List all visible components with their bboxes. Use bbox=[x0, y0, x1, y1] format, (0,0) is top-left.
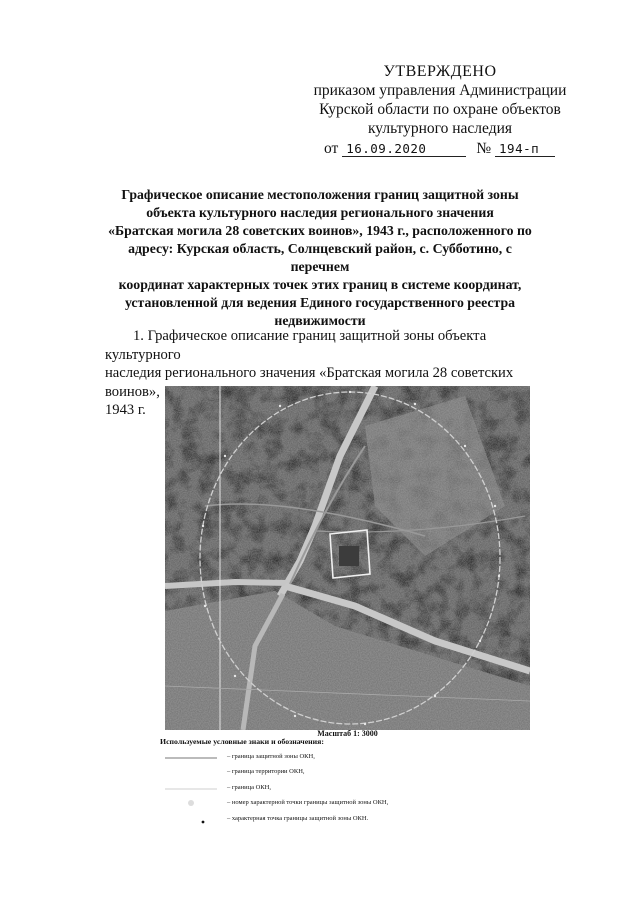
section-line-3: 1943 г. bbox=[105, 402, 146, 418]
title-line-3: «Братская могила 28 советских воинов», 1943 г., расположенного по bbox=[108, 223, 532, 238]
title-line-7: недвижимости bbox=[274, 313, 366, 328]
point-dot-icon bbox=[165, 813, 217, 825]
aerial-map bbox=[165, 386, 530, 730]
legend-item-zone-boundary: – граница защитной зоны ОКН, bbox=[165, 751, 495, 763]
dark-line-icon bbox=[165, 751, 217, 763]
approval-number: 194-п bbox=[495, 141, 555, 157]
title-line-6: установленной для ведения Единого государственного реестра bbox=[124, 295, 516, 310]
legend-item-point-number: – номер характерной точки границы защитной зоны ОКН, bbox=[165, 797, 495, 809]
approval-line-2: Курской области по охране объектов bbox=[319, 101, 561, 118]
legend-item-territory-boundary: – граница территории ОКН, bbox=[165, 766, 495, 778]
approval-date: 16.09.2020 bbox=[342, 141, 466, 157]
legend-item-okn-boundary: – граница ОКН, bbox=[165, 782, 495, 794]
number-prefix: № bbox=[476, 140, 492, 157]
point-number-icon bbox=[165, 797, 217, 809]
date-prefix: от bbox=[324, 140, 339, 157]
approval-line-1: приказом управления Администрации bbox=[313, 82, 567, 99]
section-line-2: наследия регионального значения «Братская могила 28 советских воинов», bbox=[105, 365, 514, 400]
map-scale: Масштаб 1: 3000 bbox=[317, 729, 378, 738]
approval-date-line bbox=[300, 139, 580, 158]
title-line-4: адресу: Курская область, Солнцевский район, с. Субботино, с перечнем bbox=[128, 241, 512, 274]
title-line-5: координат характерных точек этих границ в системе координат, bbox=[118, 277, 522, 292]
approval-stamp bbox=[300, 62, 580, 158]
title-line-2: объекта культурного наследия регионального значения bbox=[146, 205, 494, 220]
document-title bbox=[100, 186, 540, 330]
legend-item-point: – характерная точка границы защитной зоны ОКН. bbox=[165, 813, 495, 825]
light-line-icon bbox=[165, 782, 217, 794]
approval-line-3: культурного наследия bbox=[367, 120, 513, 137]
title-line-1: Графическое описание местоположения границ защитной зоны bbox=[121, 187, 519, 202]
approval-heading: УТВЕРЖДЕНО bbox=[383, 63, 497, 80]
blank-symbol bbox=[165, 766, 217, 778]
section-line-1: 1. Графическое описание границ защитной зоны объекта культурного bbox=[105, 328, 487, 363]
legend-title: Используемые условные знаки и обозначения: bbox=[160, 737, 324, 746]
